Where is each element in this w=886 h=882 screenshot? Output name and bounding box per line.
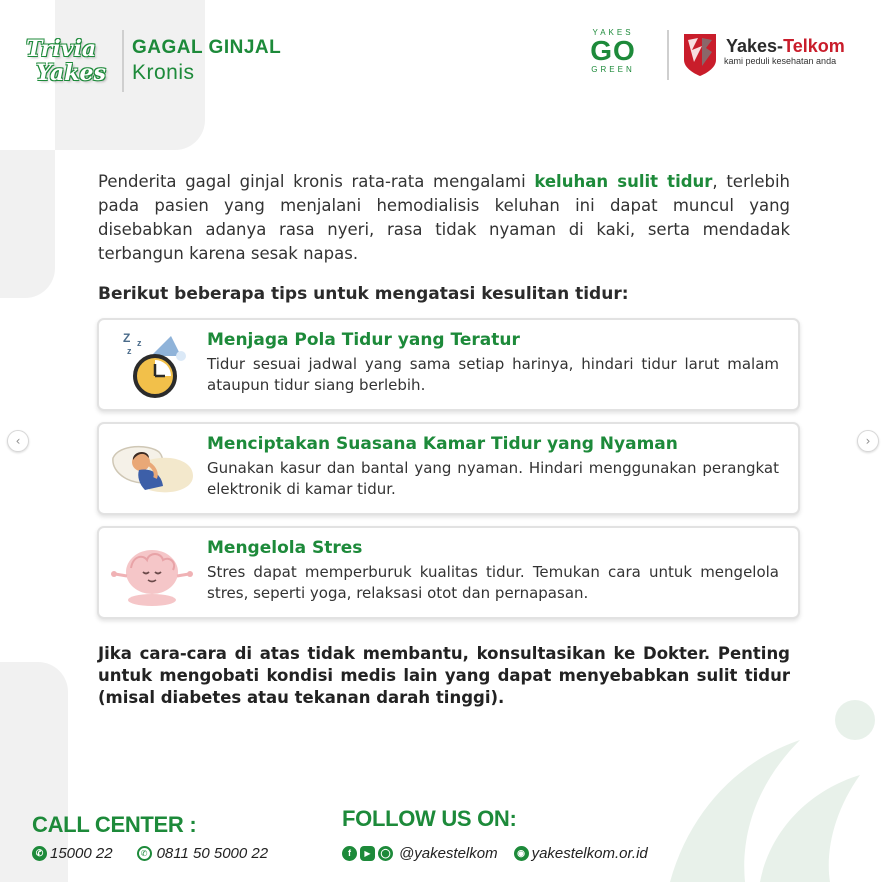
yakes-go-main-text: GO [590, 35, 636, 66]
meditating-brain-icon [109, 534, 195, 612]
social-contacts [342, 845, 648, 862]
intro-part-2: , terlebih pada pasien yang menjalani hemodialisis keluhan ini dapat muncul yang disebabkan adanya rasa nyeri, rasa tidak nyaman di kaki, serta mendadak terbangun karena sesak napas. [98, 172, 790, 263]
logo-separator [667, 30, 669, 80]
svg-text:Z: Z [123, 331, 131, 345]
yakes-go-green-logo [584, 28, 642, 74]
yakes-telkom-name [726, 36, 845, 57]
yakes-go-bottom-text: GREEN [591, 65, 635, 74]
topic-line-1: GAGAL GINJAL [132, 37, 282, 58]
tip-description: Tidur sesuai jadwal yang sama setiap harinya, hindari tidur larut malam ataupun tidur siang berlebih. [207, 355, 779, 394]
tip-title: Menjaga Pola Tidur yang Teratur [207, 330, 520, 350]
phone-icon: ✆ [32, 846, 47, 861]
telkom-name-a: Yakes- [726, 36, 784, 56]
yakes-go-top-text: YAKES [592, 28, 634, 37]
whatsapp-number[interactable]: 0811 50 5000 22 [156, 845, 269, 862]
tip-title: Mengelola Stres [207, 538, 363, 558]
globe-icon: ◉ [514, 846, 529, 861]
brand-divider [122, 30, 124, 92]
youtube-icon: ▶ [360, 846, 375, 861]
yakes-telkom-logo-icon [682, 32, 718, 78]
trivia-yakes-brand [26, 30, 281, 92]
tip-title: Menciptakan Suasana Kamar Tidur yang Nyaman [207, 434, 678, 454]
telkom-name-b: Telkom [783, 36, 845, 56]
yakes-telkom-tagline: kami peduli kesehatan anda [724, 56, 837, 66]
brand-line-1: Trivia [26, 36, 97, 62]
bg-swoosh-decoration [650, 680, 886, 882]
instagram-icon: ◯ [378, 846, 393, 861]
intro-paragraph [98, 170, 790, 266]
phone-number[interactable]: 15000 22 [50, 845, 113, 862]
closing-paragraph: Jika cara-cara di atas tidak membantu, konsultasikan ke Dokter. Penting untuk mengobati kondisi medis lain yang dapat menyebabkan sulit tidur (misal diabetes atau tekanan darah tinggi). [98, 644, 790, 707]
carousel-prev-button[interactable] [7, 430, 29, 452]
tip-card-manage-stress [97, 526, 800, 619]
intro-part-1: Penderita gagal ginjal kronis rata-rata mengalami [98, 172, 535, 191]
call-center-title: CALL CENTER : [32, 812, 197, 837]
chevron-left-icon: ‹ [15, 434, 21, 448]
svg-text:z: z [137, 338, 142, 348]
tip-description: Gunakan kasur dan bantal yang nyaman. Hindari menggunakan perangkat elektronik di kamar tidur. [207, 459, 779, 498]
follow-us-title: FOLLOW US ON: [342, 806, 517, 831]
tip-card-sleep-schedule [97, 318, 800, 411]
svg-text:z: z [127, 346, 132, 356]
topic-title [132, 37, 281, 85]
call-center-contacts [32, 845, 268, 862]
sleeping-person-icon [109, 430, 195, 508]
topic-line-2: Kronis [132, 61, 195, 84]
social-handle[interactable]: @yakestelkom [399, 845, 498, 862]
tip-card-bedroom-comfort [97, 422, 800, 515]
brand-line-2: Yakes [36, 60, 106, 86]
intro-highlight: keluhan sulit tidur [534, 172, 713, 191]
tips-heading: Berikut beberapa tips untuk mengatasi kesulitan tidur: [98, 284, 629, 304]
tip-description: Stres dapat memperburuk kualitas tidur. Temukan cara untuk mengelola stres, seperti yoga, relaksasi otot dan pernapasan. [207, 563, 779, 602]
trivia-yakes-logo [26, 37, 114, 85]
carousel-next-button[interactable] [857, 430, 879, 452]
sleep-clock-icon [109, 326, 195, 404]
chevron-right-icon: › [865, 434, 871, 448]
facebook-icon: f [342, 846, 357, 861]
whatsapp-icon: ✆ [137, 846, 152, 861]
bg-shape-left [0, 150, 55, 298]
website-link[interactable]: yakestelkom.or.id [531, 845, 648, 862]
